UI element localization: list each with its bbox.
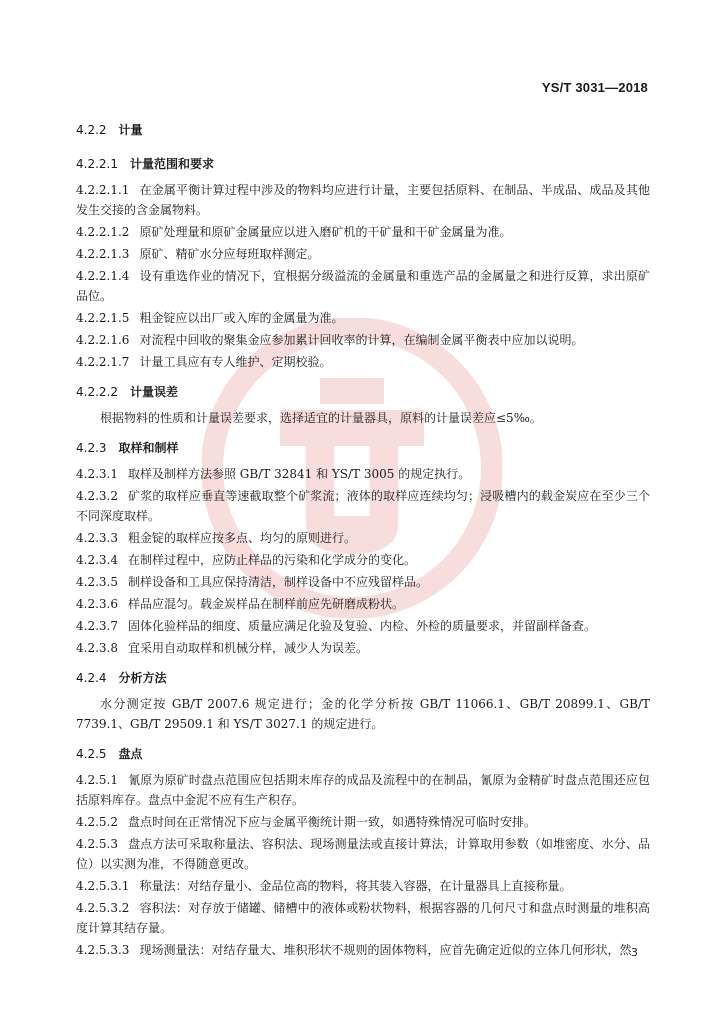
- clause-paragraph: [76, 528, 650, 548]
- clause-number: 4.2.3.3: [76, 531, 118, 545]
- clause-paragraph: [76, 244, 650, 264]
- clause-paragraph: [76, 486, 650, 526]
- section-heading: [76, 154, 650, 174]
- section-gap: [76, 374, 650, 382]
- section-heading: [76, 744, 650, 764]
- clause-text: 矿浆的取样应垂直等速截取整个矿浆流；液体的取样应连续均匀；浸吸槽内的载金炭应在至少三个不同深度取样。: [76, 489, 650, 523]
- clause-text: 盘点方法可采取称量法、容积法、现场测量法或直接计算法，计算取用参数（如堆密度、水分、品位）以实测为准，不得随意更改。: [76, 837, 650, 871]
- section-heading: [76, 120, 650, 140]
- section-title: 分析方法: [118, 671, 167, 685]
- clause-text: 容积法：对存放于储罐、储槽中的液体或粉状物料，根据容器的几何尺寸和盘点时测量的堆积高度计算其结存量。: [76, 901, 650, 935]
- clause-paragraph: [76, 572, 650, 592]
- clause-paragraph: [76, 876, 650, 896]
- clause-number: 4.2.3.6: [76, 597, 118, 611]
- clause-number: 4.2.2.1.2: [76, 225, 130, 239]
- section-title: 计量误差: [129, 385, 178, 399]
- section-number: 4.2.5: [76, 747, 107, 761]
- section-gap: [76, 146, 650, 154]
- clause-text: 设有重选作业的情况下，宜根据分级溢流的金属量和重选产品的金属量之和进行反算，求出原矿品位。: [76, 269, 650, 303]
- clause-paragraph: [76, 266, 650, 306]
- section-gap: [76, 660, 650, 668]
- standard-code: YS/T 3031—2018: [541, 80, 648, 95]
- body-paragraph: 根据物料的性质和计量误差要求，选择适宜的计量器具，原料的计量误差应≤5‰。: [100, 411, 542, 425]
- clause-text: 现场测量法：对结存量大、堆积形状不规则的固体物料，应首先确定近似的立体几何形状，然: [139, 943, 632, 957]
- clause-number: 4.2.5.3.1: [76, 879, 130, 893]
- section-gap: [76, 736, 650, 744]
- clause-paragraph: [76, 594, 650, 614]
- clause-paragraph: [76, 222, 650, 242]
- clause-text: 计量工具应有专人维护、定期校验。: [139, 355, 332, 369]
- clause-text: 制样设备和工具应保持清洁，制样设备中不应残留样品。: [127, 575, 428, 589]
- clause-paragraph: [76, 550, 650, 570]
- clause-number: 4.2.5.3.2: [76, 901, 130, 915]
- clause-text: 称量法：对结存量小、金品位高的物料，将其装入容器，在计量器具上直接称量。: [139, 879, 572, 893]
- page-number: 3: [631, 946, 638, 959]
- clause-text: 原矿处理量和原矿金属量应以进入磨矿机的干矿量和干矿金属量为准。: [139, 225, 512, 239]
- clause-number: 4.2.5.1: [76, 773, 118, 787]
- clause-number: 4.2.3.1: [76, 467, 118, 481]
- clause-paragraph: [76, 616, 650, 636]
- section-heading: [76, 438, 650, 458]
- clause-paragraph: [76, 898, 650, 938]
- body-paragraph: 水分测定按 GB/T 2007.6 规定进行；金的化学分析按 GB/T 11066.1、GB/T 20899.1、GB/T 7739.1、GB/T 29509.1 和 YS/T 3027.1 的规定进行。: [76, 697, 650, 731]
- clause-text: 在制样过程中，应防止样品的污染和化学成分的变化。: [127, 553, 416, 567]
- section-title: 计量: [118, 123, 143, 137]
- section-number: 4.2.3: [76, 441, 107, 455]
- clause-paragraph: [76, 464, 650, 484]
- clause-text: 原矿、精矿水分应每班取样测定。: [139, 247, 320, 261]
- clause-number: 4.2.3.4: [76, 553, 118, 567]
- clause-number: 4.2.2.1.6: [76, 333, 130, 347]
- clause-number: 4.2.2.1.1: [76, 183, 130, 197]
- document-body: [76, 120, 650, 962]
- clause-text: 宜采用自动取样和机械分样，减少人为误差。: [127, 641, 368, 655]
- clause-text: 样品应混匀。载金炭样品在制样前应先研磨成粉状。: [127, 597, 404, 611]
- section-number: 4.2.4: [76, 671, 107, 685]
- clause-number: 4.2.5.3: [76, 837, 118, 851]
- section-gap: [76, 430, 650, 438]
- section-number: 4.2.2.1: [76, 157, 118, 171]
- clause-number: 4.2.2.1.3: [76, 247, 130, 261]
- clause-number: 4.2.3.5: [76, 575, 118, 589]
- clause-number: 4.2.5.2: [76, 815, 118, 829]
- section-title: 盘点: [118, 747, 143, 761]
- section-heading: [76, 668, 650, 688]
- clause-paragraph: [76, 812, 650, 832]
- clause-text: 氰原为原矿时盘点范围应包括期末库存的成品及流程中的在制品，氰原为金精矿时盘点范围还应包括原料库存。盘点中金泥不应有生产积存。: [76, 773, 650, 807]
- clause-number: 4.2.2.1.4: [76, 269, 130, 283]
- clause-number: 4.2.3.2: [76, 489, 118, 503]
- clause-number: 4.2.2.1.5: [76, 311, 130, 325]
- clause-paragraph: [76, 770, 650, 810]
- clause-number: 4.2.2.1.7: [76, 355, 130, 369]
- section-title: 取样和制样: [118, 441, 179, 455]
- clause-paragraph: [76, 940, 650, 960]
- clause-number: 4.2.3.8: [76, 641, 118, 655]
- section-title: 计量范围和要求: [129, 157, 214, 171]
- clause-paragraph: [76, 352, 650, 372]
- clause-number: 4.2.5.3.3: [76, 943, 130, 957]
- clause-text: 固体化验样品的细度、质量应满足化验及复验、内检、外检的质量要求，并留副样备查。: [127, 619, 596, 633]
- clause-paragraph: [76, 180, 650, 220]
- clause-text: 取样及制样方法参照 GB/T 32841 和 YS/T 3005 的规定执行。: [127, 467, 471, 481]
- clause-paragraph: [76, 330, 650, 350]
- clause-number: 4.2.3.7: [76, 619, 118, 633]
- clause-text: 在金属平衡计算过程中涉及的物料均应进行计量，主要包括原料、在制品、半成品、成品及其他发生交接的含金属物料。: [76, 183, 650, 217]
- section-number: 4.2.2: [76, 123, 107, 137]
- clause-paragraph: [76, 638, 650, 658]
- section-number: 4.2.2.2: [76, 385, 118, 399]
- clause-text: 盘点时间在正常情况下应与金属平衡统计期一致，如遇特殊情况可临时安排。: [127, 815, 536, 829]
- clause-text: 对流程中回收的聚集金应参加累计回收率的计算，在编制金属平衡表中应加以说明。: [139, 333, 584, 347]
- section-heading: [76, 382, 650, 402]
- clause-paragraph: [76, 308, 650, 328]
- clause-text: 粗金锭的取样应按多点、均匀的原则进行。: [127, 531, 356, 545]
- clause-text: 粗金锭应以出厂或入库的金属量为准。: [139, 311, 344, 325]
- clause-paragraph: [76, 834, 650, 874]
